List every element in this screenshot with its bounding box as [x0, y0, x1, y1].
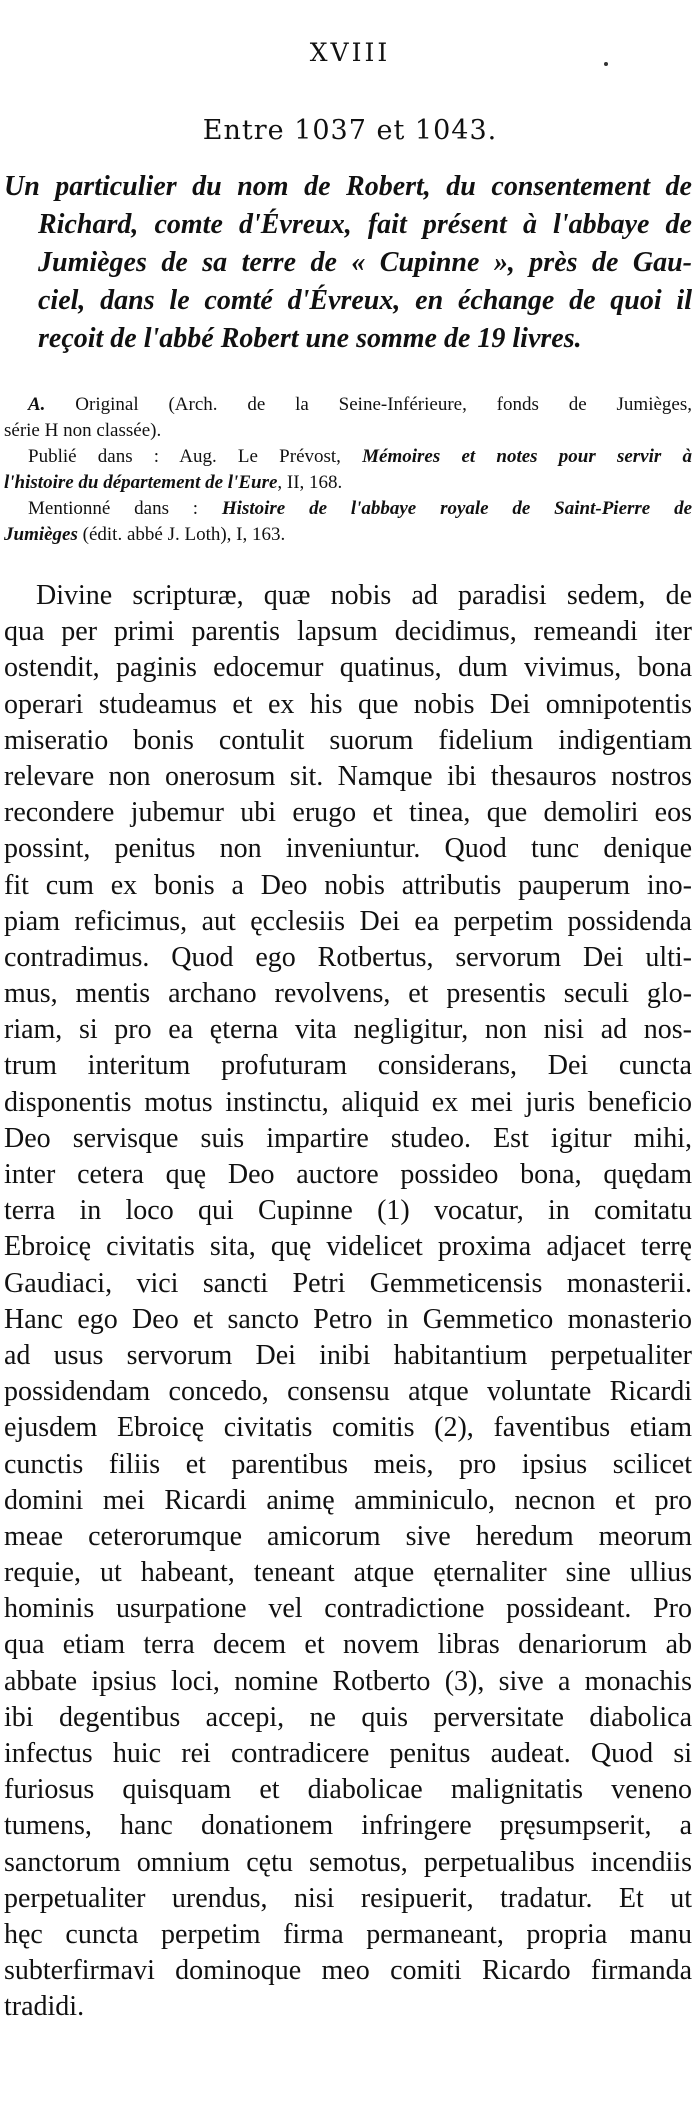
- body-line: ad usus servorum Dei inibi habitantium perpetualiter: [4, 1339, 692, 1371]
- body-line: furiosus quisquam et diabolicae malignitatis veneno: [4, 1774, 692, 1806]
- body-line: perpetualiter urendus, nisi resipuerit, tradatur. Et ut: [4, 1882, 692, 1914]
- body-line: terra in loco qui Cupinne (1) vocatur, in comitatu: [4, 1195, 692, 1227]
- charter-number: XVIII: [309, 38, 391, 67]
- body-line: recondere jubemur ubi erugo et tinea, que demoliri eos: [4, 797, 692, 829]
- body-line: Divine scripturæ, quæ nobis ad paradisi sedem, de: [36, 580, 692, 611]
- body-line: infectus huic rei contradicere penitus audeat. Quod si: [4, 1738, 692, 1769]
- body-line: disponentis motus instinctu, aliquid ex mei juris beneficio: [4, 1086, 692, 1118]
- body-line: Hanc ego Deo et sancto Petro in Gemmetico monasterio: [4, 1303, 692, 1335]
- note-published-cont: [4, 470, 692, 496]
- body-line: ibi degentibus accepi, ne quis perversitate diabolica: [4, 1701, 692, 1733]
- body-line: possint, penitus non inveniuntur. Quod tunc denique: [4, 833, 692, 865]
- body-line: hominis usurpatione vel contradictione possideant. Pro: [4, 1593, 692, 1625]
- body-line: tumens, hanc donationem infringere pręsumpserit, a: [4, 1810, 692, 1842]
- source-notes: [4, 392, 692, 548]
- note-published-title: Mémoires et notes pour servir à: [362, 446, 692, 467]
- note-original-label: A.: [28, 394, 46, 415]
- body-line: mus, mentis archano revolvens, et presentis seculi glo-: [4, 978, 692, 1010]
- body-line: riam, si pro ea ęterna vita negligitur, non nisi ad nos-: [4, 1014, 692, 1046]
- body-line: requie, ut habeant, teneant atque ęternaliter sine ullius: [4, 1557, 692, 1589]
- note-mentioned: [4, 496, 692, 522]
- note-mentioned-title: Histoire de l'abbaye royale de Saint-Pierre de: [221, 498, 693, 519]
- body-line: miseratio bonis contulit suorum fidelium indigentiam: [4, 724, 692, 756]
- body-line: fit cum ex bonis a Deo nobis attributis pauperum ino-: [4, 869, 692, 901]
- body-line: possidendam concedo, consensu atque voluntate Ricardi: [4, 1376, 692, 1408]
- charter-date: Entre 1037 et 1043.: [202, 115, 498, 146]
- note-mentioned-title-cont: Jumièges: [4, 524, 78, 545]
- body-line: relevare non onerosum sit. Namque ibi thesauros nostros: [4, 760, 692, 792]
- body-line: abbate ipsius loci, nomine Rotberto (3), sive a monachis: [4, 1665, 692, 1697]
- note-published: [4, 444, 692, 470]
- charter-summary: [4, 168, 692, 358]
- body-line: operari studeamus et ex his que nobis Dei omnipotentis: [4, 688, 692, 720]
- ink-speck: [604, 62, 608, 66]
- body-line: trum interitum profuturam considerans, Dei cuncta: [4, 1050, 692, 1082]
- summary-line: Jumièges de sa terre de « Cupinne », près de Gau-: [38, 247, 692, 278]
- note-published-suffix: , II, 168.: [277, 472, 343, 493]
- body-line: hęc cuncta perpetim firma permaneant, propria manu: [4, 1918, 692, 1950]
- body-line: piam reficimus, aut ęcclesiis Dei ea perpetim possidenda: [4, 905, 692, 937]
- note-mentioned-suffix: (édit. abbé J. Loth), I, 163.: [77, 524, 286, 545]
- body-line: qua etiam terra decem et novem libras denariorum ab: [4, 1629, 692, 1661]
- body-line: sanctorum omnium cętu semotus, perpetualibus incendiis: [4, 1846, 692, 1878]
- summary-line: Richard, comte d'Évreux, fait présent à l'abbaye de: [38, 209, 692, 240]
- note-published-prefix: Publié dans : Aug. Le Prévost,: [28, 446, 363, 467]
- note-original: [4, 392, 692, 418]
- body-line: Gaudiaci, vici sancti Petri Gemmeticensis monasterii.: [4, 1267, 692, 1299]
- note-original-text: Original (Arch. de la Seine-Inférieure, fonds de Jumièges,: [45, 394, 692, 415]
- body-line: contradimus. Quod ego Rotbertus, servorum Dei ulti-: [4, 941, 692, 973]
- charter-body-text: [4, 578, 692, 2026]
- summary-line: ciel, dans le comté d'Évreux, en échange de quoi il: [38, 285, 692, 316]
- body-line: subterfirmavi dominoque meo comiti Ricardo firmanda: [4, 1955, 692, 1987]
- body-line: tradidi.: [4, 1991, 85, 2023]
- body-line: qua per primi parentis lapsum decidimus, remeandi iter: [4, 616, 692, 648]
- body-line: ostendit, paginis edocemur quatinus, dum vivimus, bona: [4, 652, 692, 684]
- body-line: domini mei Ricardi animę amminiculo, necnon et pro: [4, 1484, 692, 1516]
- body-line: meae ceterorumque amicorum sive heredum meorum: [4, 1520, 692, 1552]
- body-line: cunctis filiis et parentibus meis, pro ipsius scilicet: [4, 1448, 692, 1480]
- note-original-cont: série H non classée).: [4, 420, 162, 441]
- summary-line: Un particulier du nom de Robert, du consentement de: [4, 171, 692, 202]
- body-line: ejusdem Ebroicę civitatis comitis (2), faventibus etiam: [4, 1412, 692, 1444]
- note-mentioned-prefix: Mentionné dans :: [28, 498, 222, 519]
- body-line: Deo servisque suis impartire studeo. Est igitur mihi,: [4, 1122, 692, 1154]
- body-line: inter cetera quę Deo auctore possideo bona, quędam: [4, 1159, 692, 1190]
- summary-line: reçoit de l'abbé Robert une somme de 19 livres.: [38, 323, 582, 354]
- note-mentioned-cont: [4, 522, 692, 548]
- body-line: Ebroicę civitatis sita, quę videlicet proxima adjacet terrę: [4, 1231, 692, 1263]
- note-published-title-cont: l'histoire du département de l'Eure: [4, 472, 278, 493]
